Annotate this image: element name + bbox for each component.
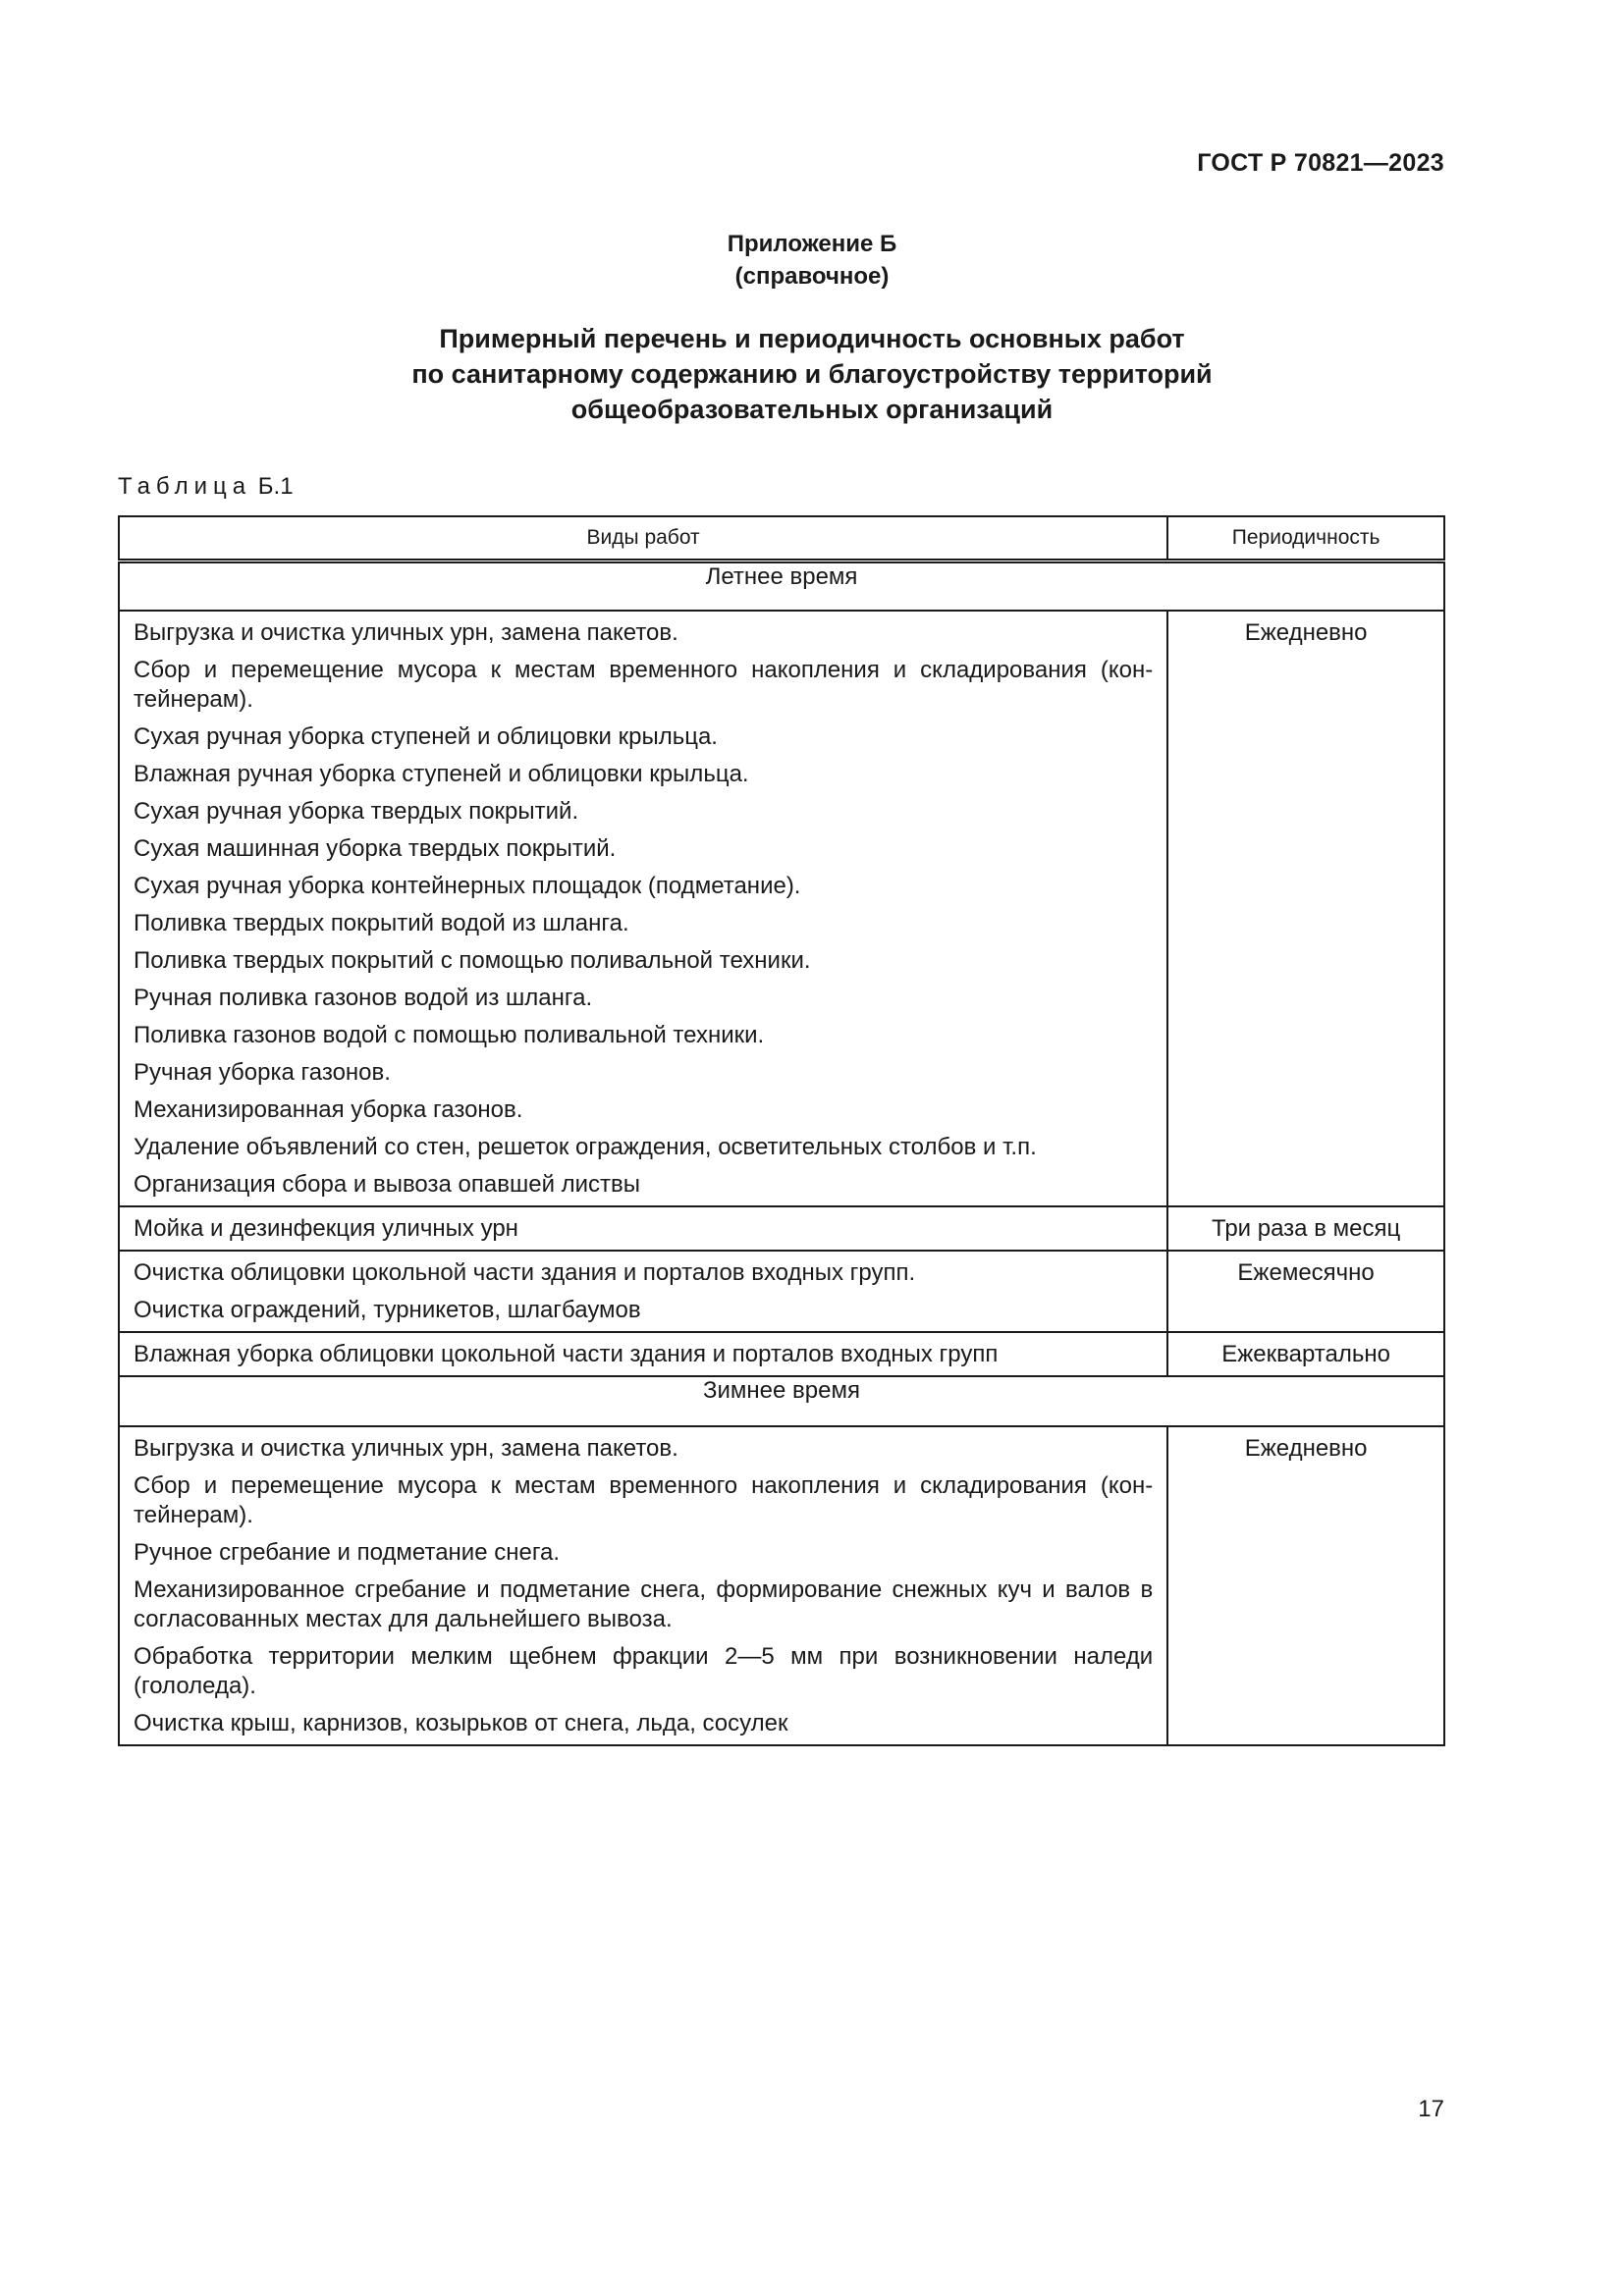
work-item: Сухая ручная уборка контейнерных площадок (подметание). (134, 873, 801, 899)
period-cell: Ежедневно (1167, 1426, 1444, 1745)
work-item: Сбор и перемещение мусора к местам временного накопления и складирования (кон-тейнерам). (134, 1472, 1154, 1528)
header-period: Периодичность (1167, 516, 1444, 561)
title-line-1: Примерный перечень и периодичность основных работ (439, 324, 1185, 353)
work-item: Механизированное сгребание и подметание снега, формирование снежных куч и валов в согласованных местах для дальнейшего вывоза. (134, 1576, 1154, 1632)
works-cell (119, 1332, 1167, 1376)
table-body (119, 561, 1444, 1745)
period-cell: Три раза в месяц (1167, 1206, 1444, 1251)
work-item: Очистка крыш, карнизов, козырьков от снега, льда, сосулек (134, 1710, 788, 1736)
period-cell: Ежемесячно (1167, 1251, 1444, 1332)
work-item: Очистка облицовки цокольной части здания и порталов входных групп. (134, 1259, 916, 1286)
appendix-label: Приложение Б (727, 231, 897, 257)
works-cell (119, 1251, 1167, 1332)
work-item: Выгрузка и очистка уличных урн, замена пакетов. (134, 619, 678, 646)
season-row-summer (119, 561, 1444, 611)
work-item: Ручная уборка газонов. (134, 1059, 391, 1086)
table-row (119, 611, 1444, 1206)
work-item: Влажная ручная уборка ступеней и облицовки крыльца. (134, 761, 749, 787)
work-item: Поливка твердых покрытий водой из шланга. (134, 910, 629, 936)
page-number: 17 (1418, 2096, 1444, 2122)
work-item: Сухая машинная уборка твердых покрытий. (134, 835, 617, 862)
table-row (119, 1251, 1444, 1332)
season-row-winter (119, 1376, 1444, 1426)
appendix-type: (справочное) (734, 263, 890, 290)
season-label-winter: Зимнее время (119, 1376, 1444, 1426)
table-row (119, 1332, 1444, 1376)
work-item: Организация сбора и вывоза опавшей листвы (134, 1171, 641, 1198)
document-title (0, 321, 1624, 427)
work-item: Поливка твердых покрытий с помощью поливальной техники. (134, 947, 811, 974)
work-item: Сухая ручная уборка ступеней и облицовки крыльца. (134, 723, 718, 750)
table-caption (118, 473, 294, 501)
title-line-2: по санитарному содержанию и благоустройству территорий (411, 359, 1213, 389)
period-cell: Ежеквартально (1167, 1332, 1444, 1376)
work-item: Обработка территории мелким щебнем фракции 2—5 мм при возникновении наледи (гололеда). (134, 1643, 1154, 1699)
season-label-summer: Летнее время (119, 561, 1444, 611)
document-code: ГОСТ Р 70821—2023 (1197, 149, 1444, 177)
table-caption-word: Таблица (118, 473, 252, 500)
works-cell (119, 611, 1167, 1206)
period-cell: Ежедневно (1167, 611, 1444, 1206)
work-item: Удаление объявлений со стен, решеток ограждения, осветительных столбов и т.п. (134, 1134, 1037, 1160)
appendix-heading (0, 228, 1624, 293)
header-works: Виды работ (119, 516, 1167, 561)
work-item: Сбор и перемещение мусора к местам временного накопления и складирования (кон-тейнерам). (134, 657, 1154, 713)
work-item: Влажная уборка облицовки цокольной части здания и порталов входных групп (134, 1341, 999, 1367)
table-row (119, 1426, 1444, 1745)
title-line-3: общеобразовательных организаций (570, 395, 1054, 424)
work-item: Сухая ручная уборка твердых покрытий. (134, 798, 579, 825)
header-row (119, 516, 1444, 561)
table-caption-number: Б.1 (257, 473, 294, 500)
works-table (118, 515, 1445, 1746)
table-header (119, 516, 1444, 561)
work-item: Ручная поливка газонов водой из шланга. (134, 985, 593, 1011)
work-item: Ручное сгребание и подметание снега. (134, 1539, 561, 1566)
work-item: Поливка газонов водой с помощью поливальной техники. (134, 1022, 765, 1048)
work-item: Выгрузка и очистка уличных урн, замена пакетов. (134, 1435, 678, 1462)
work-item: Механизированная уборка газонов. (134, 1096, 523, 1123)
work-item: Мойка и дезинфекция уличных урн (134, 1215, 518, 1242)
table-row (119, 1206, 1444, 1251)
work-item: Очистка ограждений, турникетов, шлагбаумов (134, 1297, 641, 1323)
works-cell (119, 1206, 1167, 1251)
works-cell (119, 1426, 1167, 1745)
